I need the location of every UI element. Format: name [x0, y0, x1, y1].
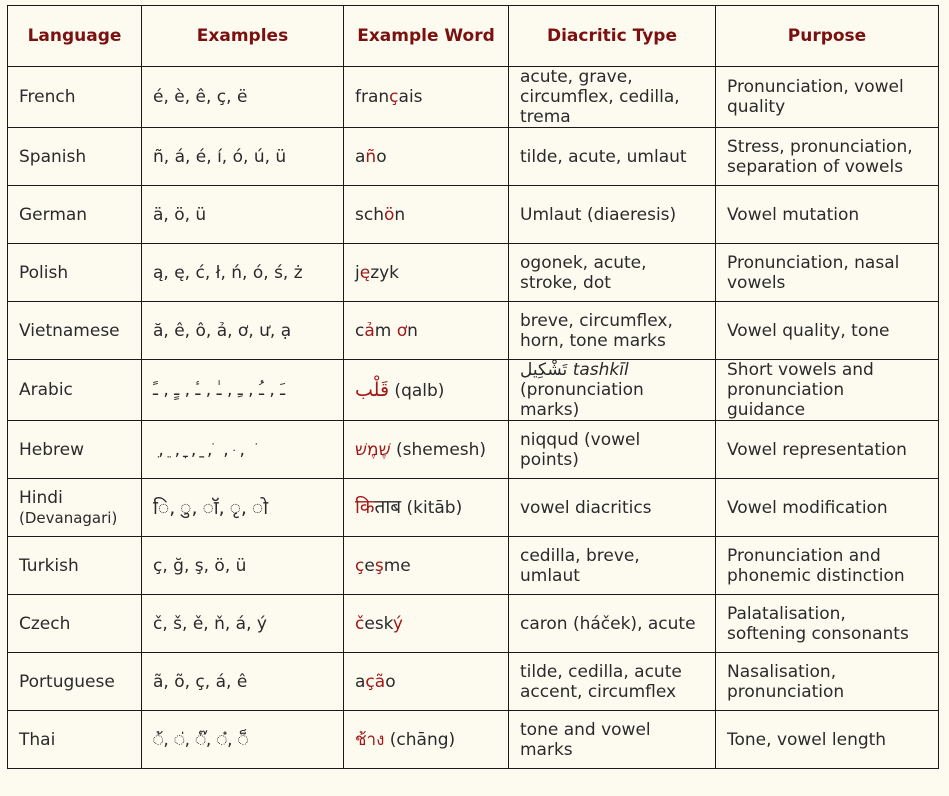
header-language: Language	[8, 6, 142, 67]
examples-cell: ִ , ֵ , ָ , ַ , ֹ , ּ , ׁ	[142, 421, 344, 479]
purpose-cell: Vowel representation	[716, 421, 939, 479]
word-cell: çeşme	[344, 537, 509, 595]
purpose-cell: Pronunciation and phonemic distinction	[716, 537, 939, 595]
table-row	[8, 302, 939, 360]
examples-cell: ि, ु, ॉ, ृ, ो	[142, 479, 344, 537]
examples-cell: é, è, ê, ç, ë	[142, 67, 344, 128]
word-cell: cảm ơn	[344, 302, 509, 360]
type-cell: tilde, acute, umlaut	[509, 128, 716, 186]
header-row	[8, 6, 939, 67]
language-cell: German	[8, 186, 142, 244]
purpose-cell: Nasalisation, pronunciation	[716, 653, 939, 711]
word-cell: ช้าง (chāng)	[344, 711, 509, 769]
table-row	[8, 479, 939, 537]
table-row	[8, 128, 939, 186]
examples-cell: ă, ê, ô, ả, ơ, ư, ạ	[142, 302, 344, 360]
type-cell: vowel diacritics	[509, 479, 716, 537]
table-row	[8, 67, 939, 128]
word-cell: ação	[344, 653, 509, 711]
examples-cell: ◌้, ◌่, ◌๊, ◌๋, ◌็	[142, 711, 344, 769]
purpose-cell: Vowel modification	[716, 479, 939, 537]
diacritics-table	[7, 5, 939, 769]
word-cell: český	[344, 595, 509, 653]
table-row	[8, 421, 939, 479]
examples-cell: ä, ö, ü	[142, 186, 344, 244]
type-cell: cedilla, breve, umlaut	[509, 537, 716, 595]
examples-cell: ã, õ, ç, á, ê	[142, 653, 344, 711]
table-row	[8, 244, 939, 302]
language-cell: Arabic	[8, 360, 142, 421]
table-row	[8, 711, 939, 769]
examples-cell: č, š, ě, ň, á, ý	[142, 595, 344, 653]
table-row	[8, 653, 939, 711]
header-example-word: Example Word	[344, 6, 509, 67]
language-cell: Turkish	[8, 537, 142, 595]
word-cell: año	[344, 128, 509, 186]
word-cell: język	[344, 244, 509, 302]
purpose-cell: Pronunciation, nasal vowels	[716, 244, 939, 302]
language-cell: Thai	[8, 711, 142, 769]
word-cell: שֶׁמֶשׁ (shemesh)	[344, 421, 509, 479]
purpose-cell: Vowel mutation	[716, 186, 939, 244]
table-row	[8, 360, 939, 421]
language-cell: Hindi (Devanagari)	[8, 479, 142, 537]
word-cell: schön	[344, 186, 509, 244]
type-cell: tilde, cedilla, acute accent, circumflex	[509, 653, 716, 711]
word-cell: قَلْب (qalb)	[344, 360, 509, 421]
table-row	[8, 186, 939, 244]
table-row	[8, 537, 939, 595]
table-row	[8, 595, 939, 653]
examples-cell: ـَ , ـُ , ـِ , ـٰ , ـٔ , ـٍ , ـً	[142, 360, 344, 421]
header-purpose: Purpose	[716, 6, 939, 67]
language-cell: French	[8, 67, 142, 128]
word-cell: français	[344, 67, 509, 128]
type-cell: caron (háček), acute	[509, 595, 716, 653]
purpose-cell: Vowel quality, tone	[716, 302, 939, 360]
language-cell: Spanish	[8, 128, 142, 186]
word-cell: किताब (kitāb)	[344, 479, 509, 537]
type-cell: Umlaut (diaeresis)	[509, 186, 716, 244]
language-cell: Portuguese	[8, 653, 142, 711]
language-cell: Hebrew	[8, 421, 142, 479]
header-diacritic-type: Diacritic Type	[509, 6, 716, 67]
purpose-cell: Palatalisation, softening consonants	[716, 595, 939, 653]
purpose-cell: Tone, vowel length	[716, 711, 939, 769]
type-cell: tone and vowel marks	[509, 711, 716, 769]
examples-cell: ą, ę, ć, ł, ń, ó, ś, ż	[142, 244, 344, 302]
examples-cell: ñ, á, é, í, ó, ú, ü	[142, 128, 344, 186]
type-cell: niqqud (vowel points)	[509, 421, 716, 479]
language-cell: Polish	[8, 244, 142, 302]
purpose-cell: Stress, pronunciation, separation of vowels	[716, 128, 939, 186]
examples-cell: ç, ğ, ş, ö, ü	[142, 537, 344, 595]
type-cell: تَشْكِيل tashkīl (pronunciation marks)	[509, 360, 716, 421]
purpose-cell: Short vowels and pronunciation guidance	[716, 360, 939, 421]
type-cell: acute, grave, circumflex, cedilla, trema	[509, 67, 716, 128]
type-cell: breve, circumflex, horn, tone marks	[509, 302, 716, 360]
language-cell: Czech	[8, 595, 142, 653]
language-cell: Vietnamese	[8, 302, 142, 360]
header-examples: Examples	[142, 6, 344, 67]
purpose-cell: Pronunciation, vowel quality	[716, 67, 939, 128]
type-cell: ogonek, acute, stroke, dot	[509, 244, 716, 302]
